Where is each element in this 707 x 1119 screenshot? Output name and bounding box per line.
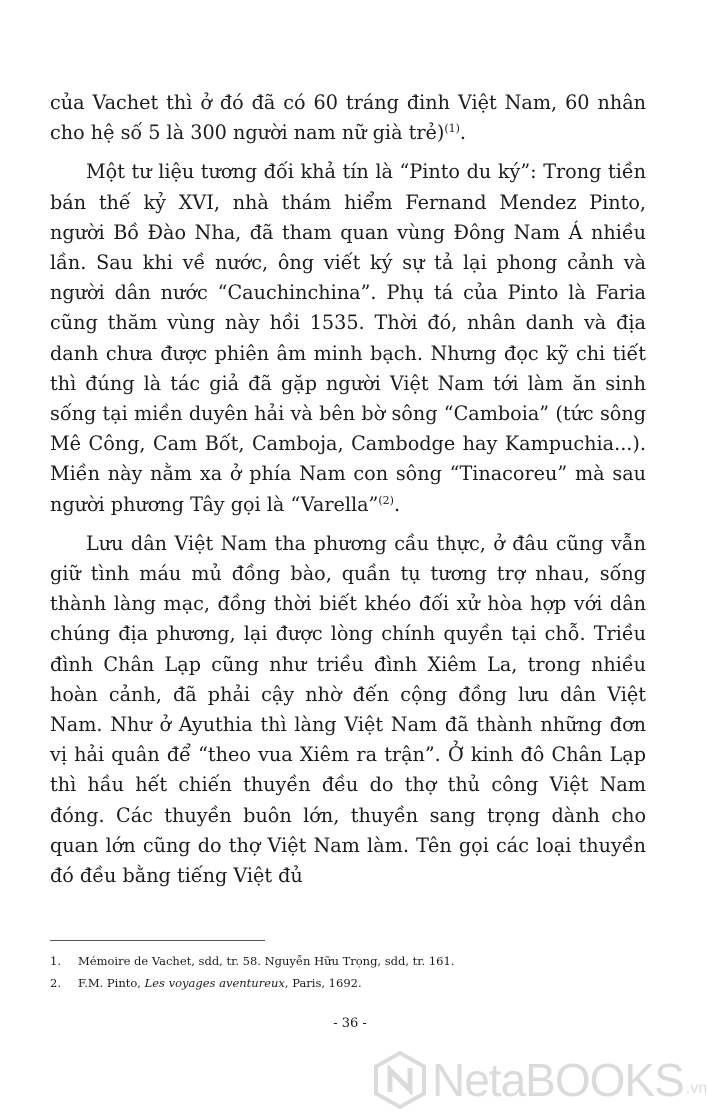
netabooks-logo-icon <box>372 1050 428 1110</box>
watermark-domain: .vn <box>685 1080 707 1097</box>
footnote-book-title: Les voyages aventureux <box>144 976 285 990</box>
page-number: - 36 - <box>333 1016 367 1031</box>
watermark-brand <box>432 1053 684 1107</box>
body-text <box>50 88 646 900</box>
footnote-text <box>78 972 362 994</box>
footnotes <box>50 950 650 994</box>
paragraph-1 <box>50 88 646 148</box>
footnote-publication: , Paris, 1692. <box>284 976 362 990</box>
paragraph-3-text: Lưu dân Việt Nam tha phương cầu thực, ở đâu cũng vẫn giữ tình máu mủ đồng bào, quần tụ tương trợ nhau, sống thành làng mạc, đồng thời biết khéo đối xử hòa hợp với dân chúng địa phương, lại được lòng chính quyền tại chỗ. Triều đình Chân Lạp cũng như triều đình Xiêm La, trong nhiều hoàn cảnh, đã phải cậy nhờ đến cộng đồng lưu dân Việt Nam. Như ở Ayuthia thì làng Việt Nam đã thành những đơn vị hải quân để “theo vua Xiêm ra trận”. Ở kinh đô Chân Lạp thì hầu hết chiến thuyền đều do thợ thủ công Việt Nam đóng. Các thuyền buôn lớn, thuyền sang trọng dành cho quan lớn cũng do thợ Việt Nam làm. Tên gọi các loại thuyền đó đều bằng tiếng Việt đủ <box>50 531 646 888</box>
paragraph-2-text: Một tư liệu tương đối khả tín là “Pinto du ký”: Trong tiền bán thế kỷ XVI, nhà thám hiểm Fernand Mendez Pinto, người Bồ Đào Nha, đã tham quan vùng Đông Nam Á nhiều lần. Sau khi về nước, ông viết ký sự tả lại phong cảnh và người dân nước “Cauchinchina”. Phụ tá của Pinto là Faria cũng thăm vùng này hồi 1535. Thời đó, nhân danh và địa danh chưa được phiên âm minh bạch. Nhưng đọc kỹ chi tiết thì đúng là tác giả đã gặp người Việt Nam tới làm ăn sinh sống tại miền duyên hải và bên bờ sông “Camboia” (tức sông Mê Công, Cam Bốt, Camboja, Cambodge hay Kampuchia...). Miền này nằm xa ở phía Nam con sông “Tinacoreu” mà sau người phương Tây gọi là “Varella” <box>50 160 646 516</box>
watermark-brand-suffix: BOOKS <box>525 1054 684 1106</box>
paragraph-2 <box>50 157 646 519</box>
footnote-text: Mémoire de Vachet, sdd, tr. 58. Nguyễn Hữu Trọng, sdd, tr. 161. <box>78 954 455 968</box>
watermark <box>372 1050 707 1110</box>
paragraph-2-tail: . <box>393 492 401 516</box>
footnote-divider <box>50 940 265 941</box>
watermark-brand-prefix: Neta <box>432 1054 526 1106</box>
footnote-2 <box>50 972 650 994</box>
footnote-1 <box>50 950 650 972</box>
footnote-number: 2. <box>50 976 61 990</box>
footnote-ref-1[interactable]: (1) <box>444 122 460 136</box>
footnote-author: F.M. Pinto, <box>78 976 145 990</box>
paragraph-1-tail: . <box>459 121 467 145</box>
paragraph-3 <box>50 529 646 891</box>
paragraph-1-text: của Vachet thì ở đó đã có 60 tráng đinh Việt Nam, 60 nhân cho hệ số 5 là 300 người nam nữ già trẻ) <box>50 91 646 145</box>
footnote-number: 1. <box>50 954 61 968</box>
footnote-ref-2[interactable]: (2) <box>378 493 394 507</box>
